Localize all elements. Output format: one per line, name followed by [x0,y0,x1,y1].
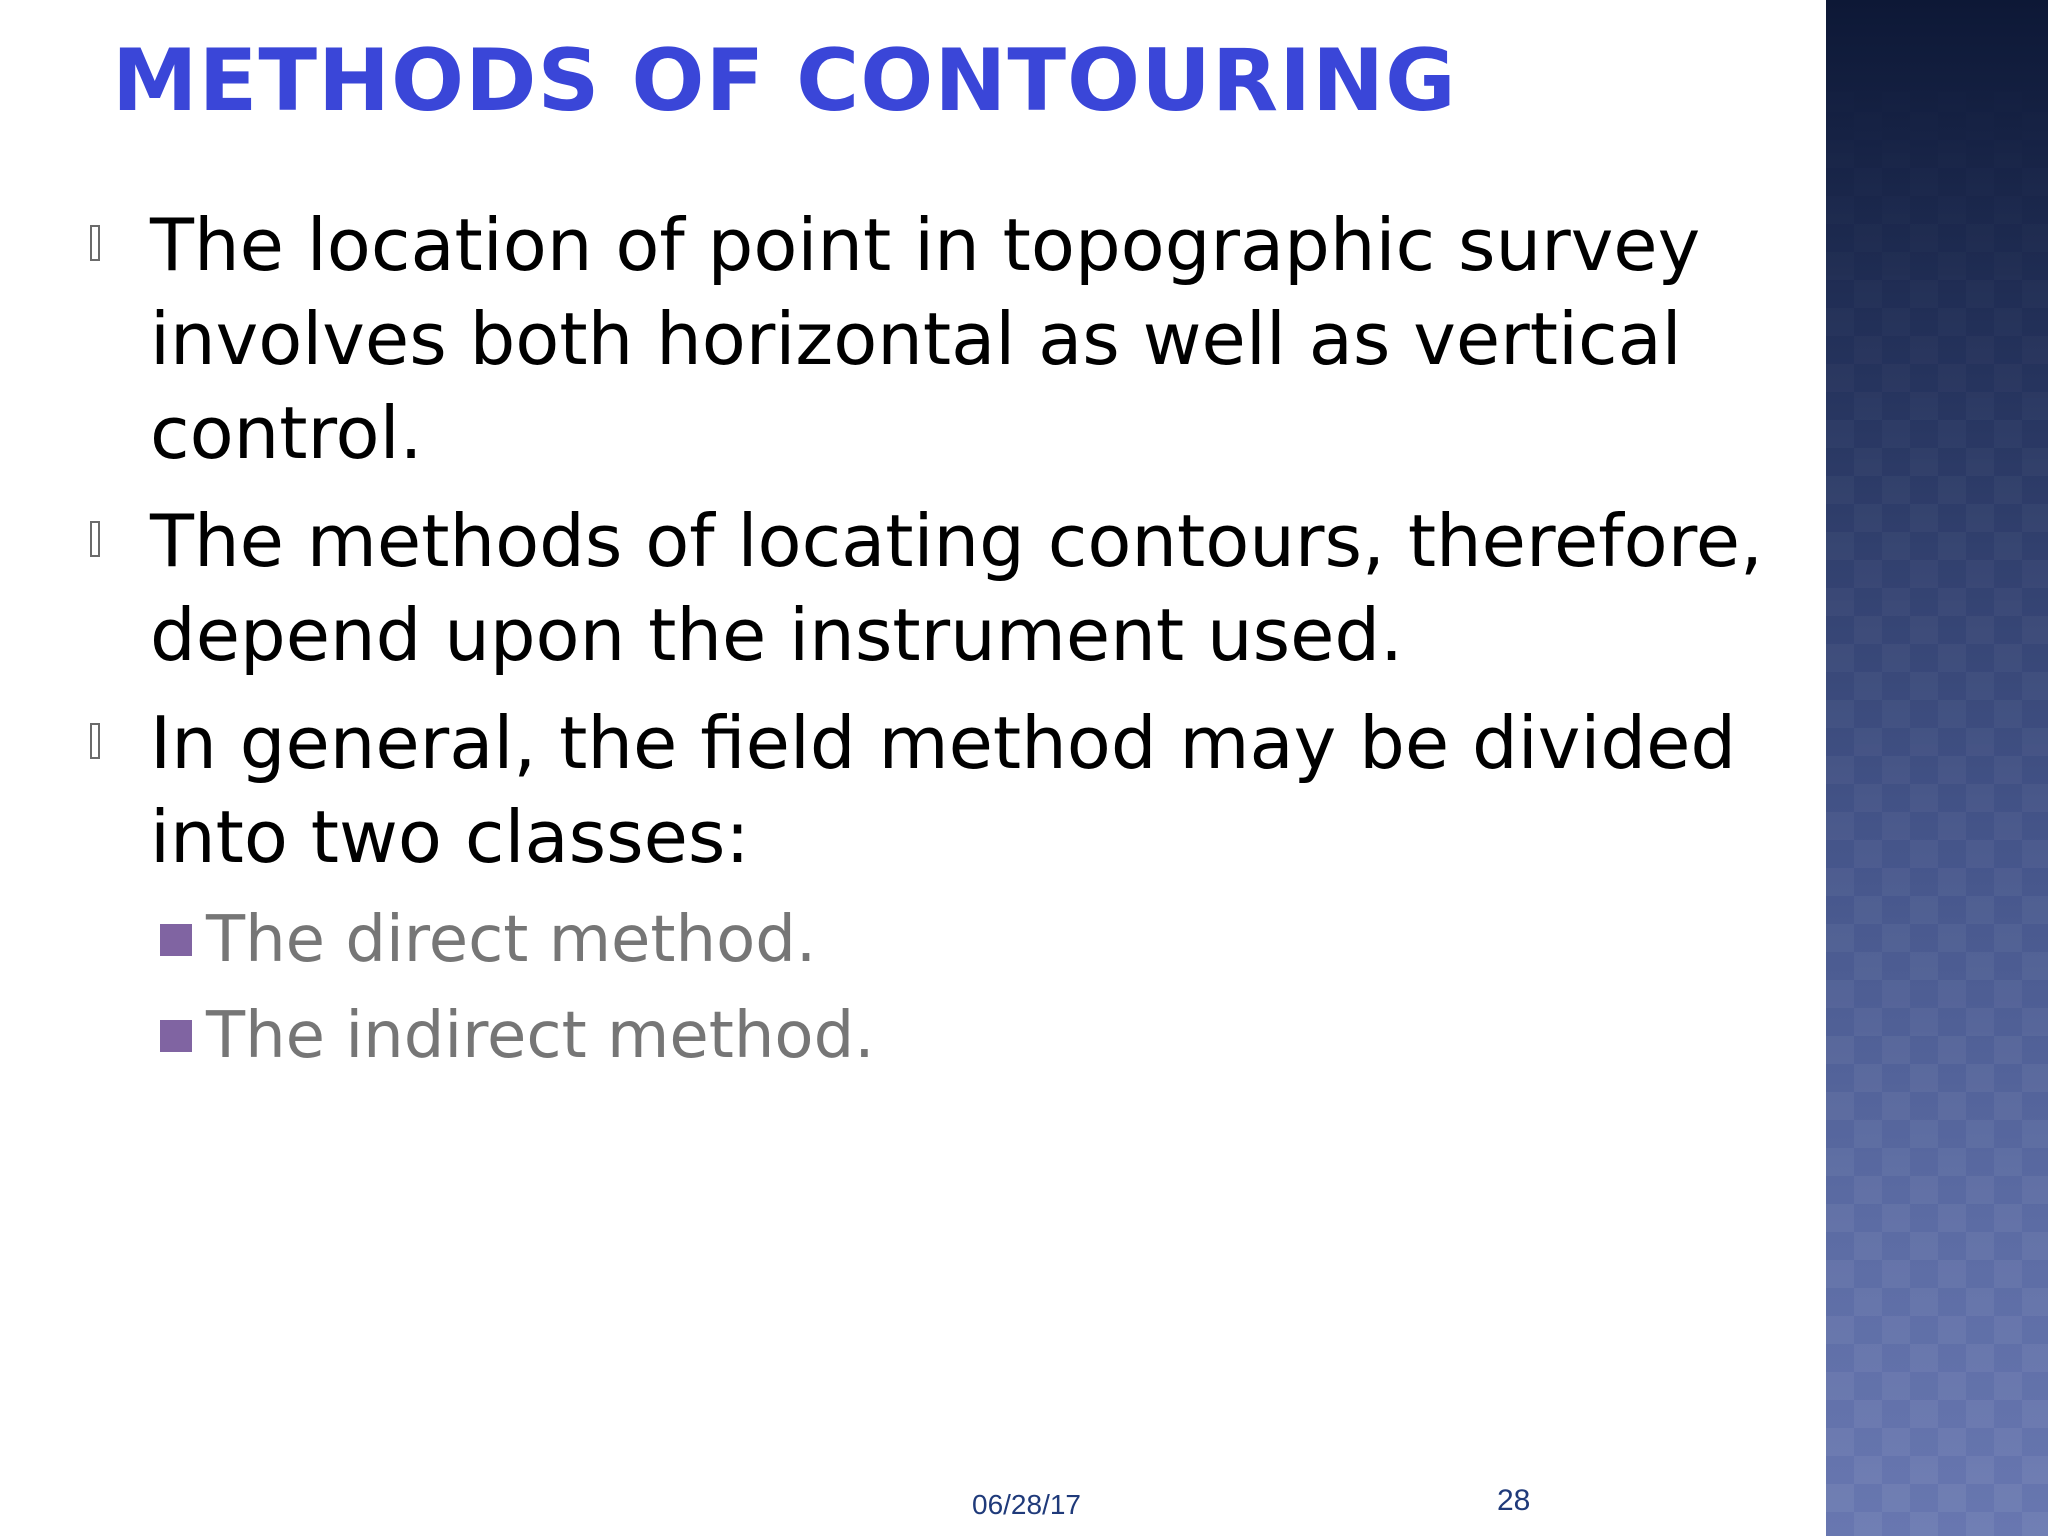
bullet-item [88,494,1788,682]
bullet-text: The methods of locating contours, therefore, depend upon the instrument used. [150,499,1763,677]
bullet-text: In general, the field method may be divided into two classes: [150,701,1737,879]
sub-bullet-text: The indirect method. [206,999,875,1073]
sub-bullet-item [88,988,1788,1084]
footer-page-number: 28 [1497,1484,1531,1517]
square-bullet-icon [160,924,192,956]
bullet-marker-icon [90,521,100,557]
sub-bullet-list [88,892,1788,1084]
bullet-item [88,198,1788,480]
bullet-marker-icon [90,723,100,759]
diamond-pattern [1826,0,2048,1536]
bullet-text: The location of point in topographic survey involves both horizontal as well as vertical control. [150,203,1701,475]
footer-date: 06/28/17 [972,1489,1081,1520]
sub-bullet-text: The direct method. [206,903,817,977]
side-decoration-panel [1826,0,2048,1536]
slide-content [88,198,1788,1084]
square-bullet-icon [160,1020,192,1052]
bullet-marker-icon [90,225,100,261]
sub-bullet-item [88,892,1788,988]
bullet-item [88,696,1788,884]
slide-title: METHODS OF CONTOURING [112,31,1457,131]
